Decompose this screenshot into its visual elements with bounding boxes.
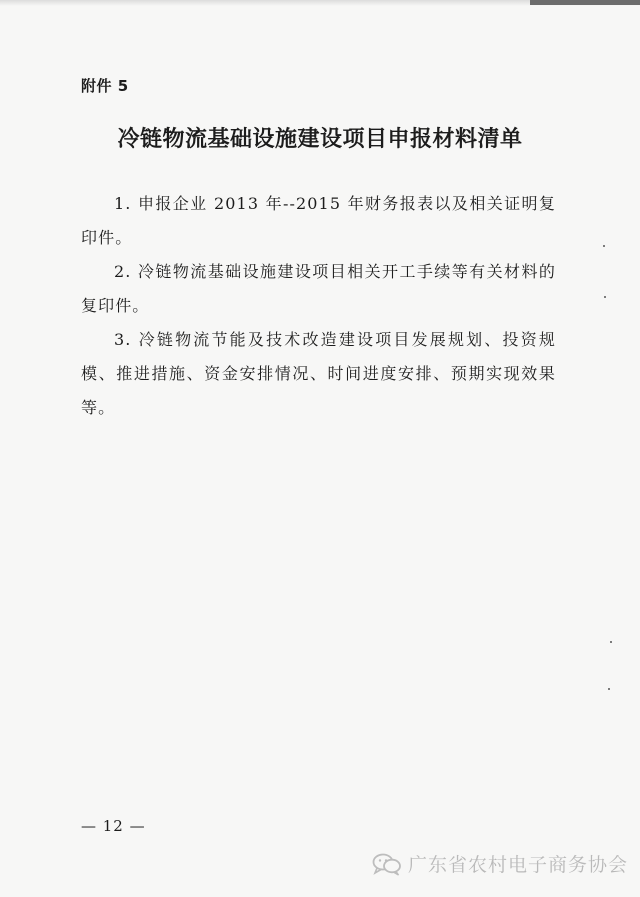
wechat-icon bbox=[372, 852, 402, 876]
watermark bbox=[372, 850, 628, 877]
scan-speck bbox=[604, 296, 606, 298]
page-number: — 12 — bbox=[81, 817, 146, 835]
list-item-2: 2. 冷链物流基础设施建设项目相关开工手续等有关材料的复印件。 bbox=[81, 262, 556, 315]
list-item-1: 1. 申报企业 2013 年--2015 年财务报表以及相关证明复印件。 bbox=[81, 194, 556, 247]
scan-speck bbox=[603, 245, 605, 247]
watermark-text: 广东省农村电子商务协会 bbox=[407, 854, 628, 876]
scan-top-edge-dark bbox=[530, 0, 640, 5]
attachment-label: 附件 5 bbox=[81, 77, 129, 95]
material-list bbox=[81, 187, 556, 425]
scan-speck bbox=[610, 641, 612, 643]
list-item-3: 3. 冷链物流节能及技术改造建设项目发展规划、投资规模、推进措施、资金安排情况、时间进度安排、预期实现效果等。 bbox=[81, 330, 556, 417]
document-title: 冷链物流基础设施建设项目申报材料清单 bbox=[117, 126, 523, 152]
scan-speck bbox=[608, 688, 610, 690]
